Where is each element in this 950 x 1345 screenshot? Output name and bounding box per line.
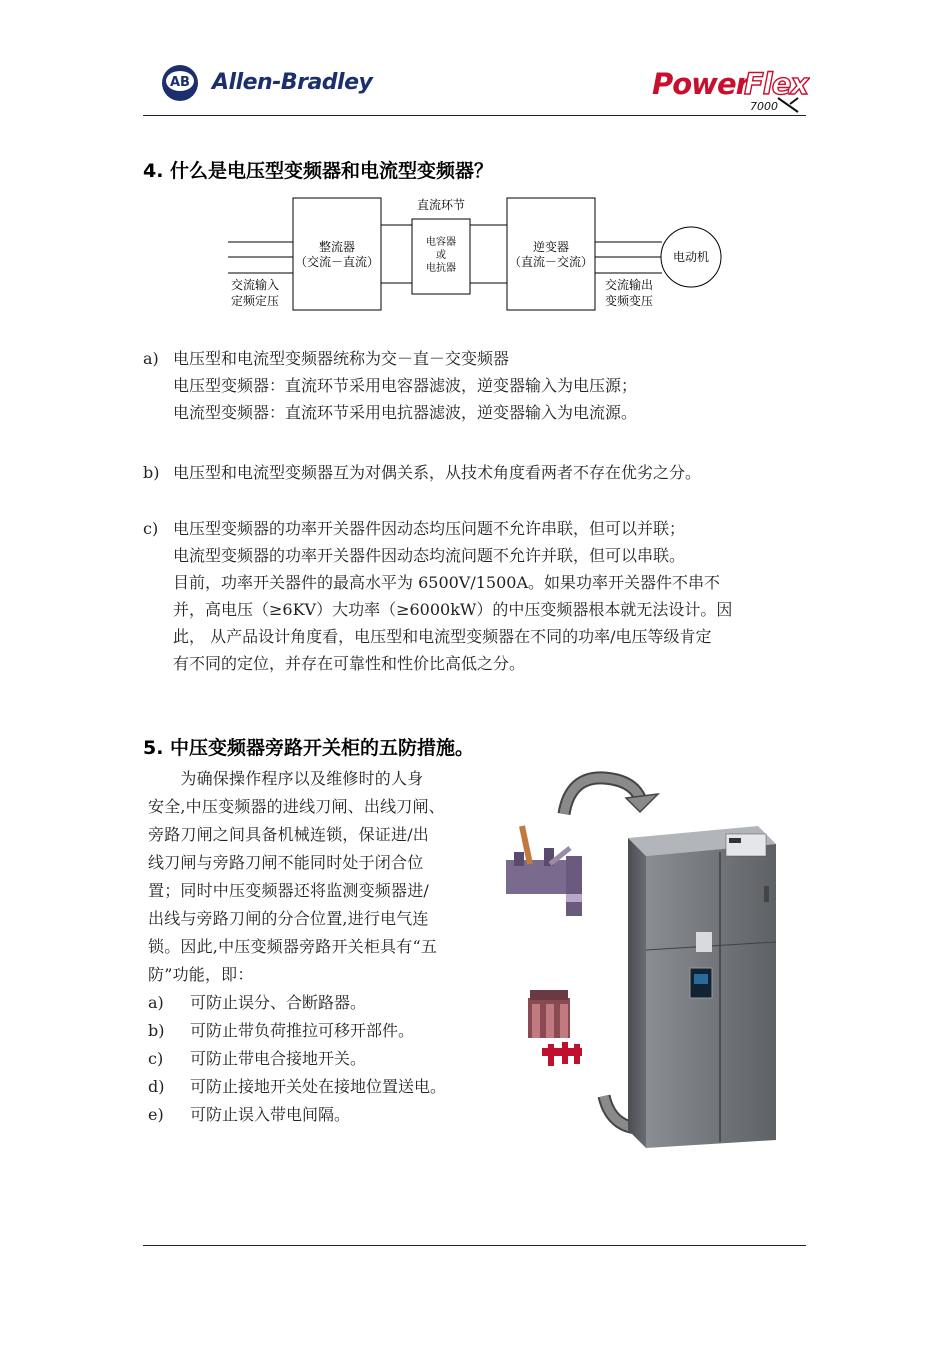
inverter-label-1: 逆变器 bbox=[532, 240, 570, 254]
list-item: c) 可防止带电合接地开关。 bbox=[148, 1049, 367, 1068]
item-a-line-3: 电流型变频器：直流环节采用电抗器滤波，逆变器输入为电流源。 bbox=[173, 403, 638, 422]
sec5-para-line-6: 出线与旁路刀闸的分合位置,进行电气连 bbox=[148, 909, 429, 928]
sec5-para-line-5: 置；同时中压变频器还将监测变频器进/ bbox=[148, 881, 429, 900]
inverter-label-2: （直流－交流） bbox=[508, 255, 594, 269]
item-b-block bbox=[143, 459, 701, 486]
footer-rule bbox=[143, 1245, 806, 1246]
sec5-para-line-4: 线刀闸与旁路刀闸不能同时处于闭合位 bbox=[148, 853, 424, 872]
sec5-para-line-8: 防”功能，即： bbox=[148, 965, 254, 984]
sec5-para-line-2: 安全,中压变频器的进线刀闸、出线刀闸、 bbox=[148, 797, 445, 816]
ab-mark-text: AB bbox=[170, 75, 190, 90]
capacitor-label-2: 或 bbox=[436, 250, 446, 261]
item-c-line-5: 此， 从产品设计角度看，电压型和电流型变频器在不同的功率/电压等级肯定 bbox=[173, 627, 712, 646]
ac-output-label-2: 变频变压 bbox=[605, 294, 654, 308]
item-c-label: c) bbox=[143, 519, 159, 538]
dc-link-label: 直流环节 bbox=[416, 198, 466, 212]
item-c-block bbox=[143, 515, 732, 677]
item-a-block bbox=[143, 345, 637, 426]
item-c-line-1: 电压型变频器的功率开关器件因动态均压问题不允许串联，但可以并联； bbox=[173, 519, 686, 538]
ac-output-label-1: 交流输出 bbox=[605, 278, 654, 292]
list-item: d) 可防止接地开关处在接地位置送电。 bbox=[148, 1077, 447, 1096]
section5-body bbox=[148, 765, 498, 1129]
brand-name: Allen-Bradley bbox=[212, 70, 373, 95]
section5-title: 5. 中压变频器旁路开关柜的五防措施。 bbox=[143, 737, 475, 759]
item-a-label: a) bbox=[143, 349, 159, 368]
capacitor-label-3: 电抗器 bbox=[426, 263, 456, 274]
item-c-line-6: 有不同的定位，并存在可靠性和性价比高低之分。 bbox=[173, 654, 526, 673]
svg-text:Power: Power bbox=[652, 67, 749, 101]
circuit-breaker-icon bbox=[528, 990, 582, 1066]
item-c-line-3: 目前，功率开关器件的最高水平为 6500V/1500A。如果功率开关器件不串不 bbox=[173, 573, 721, 592]
disconnect-switch-icon bbox=[506, 826, 582, 916]
list-item: b) 可防止带负荷推拉可移开部件。 bbox=[148, 1021, 415, 1040]
ac-input-label-2: 定频定压 bbox=[231, 294, 280, 308]
ac-input-label-1: 交流输入 bbox=[231, 278, 280, 292]
sec5-para-line-7: 锁。因此,中压变频器旁路开关柜具有“五 bbox=[148, 937, 438, 956]
section4-title: 4. 什么是电压型变频器和电流型变频器？ bbox=[143, 160, 494, 182]
list-item: e) 可防止误入带电间隔。 bbox=[148, 1105, 351, 1124]
list-item: a) 可防止误分、合断路器。 bbox=[148, 993, 367, 1012]
item-c-line-2: 电流型变频器的功率开关器件因动态均流问题不允许并联，但可以串联。 bbox=[173, 546, 686, 565]
bypass-cabinet-illustration bbox=[500, 768, 800, 1148]
svg-text:Flex: Flex bbox=[744, 67, 809, 101]
powerflex-logo bbox=[650, 62, 810, 114]
vfd-block-diagram bbox=[225, 195, 735, 315]
sec5-para-line-1: 为确保操作程序以及维修时的人身 bbox=[148, 769, 424, 788]
item-b-label: b) bbox=[143, 463, 160, 482]
vfd-cabinet-icon bbox=[628, 826, 776, 1148]
svg-text:7000: 7000 bbox=[750, 100, 778, 113]
rectifier-label-1: 整流器 bbox=[318, 240, 356, 254]
item-c-line-4: 并，高电压（≥6KV）大功率（≥6000kW）的中压变频器根本就无法设计。因 bbox=[173, 600, 733, 619]
motor-label: 电动机 bbox=[672, 250, 710, 264]
rectifier-label-2: （交流－直流） bbox=[294, 255, 380, 269]
item-a-line-2: 电压型变频器：直流环节采用电容器滤波，逆变器输入为电压源； bbox=[173, 376, 638, 395]
allen-bradley-ab-logo bbox=[160, 64, 200, 104]
header-rule bbox=[143, 115, 806, 116]
sec5-para-line-3: 旁路刀闸之间具备机械连锁，保证进/出 bbox=[148, 825, 429, 844]
cycle-arrow-top-icon bbox=[564, 778, 658, 814]
item-a-line-1: 电压型和电流型变频器统称为交－直－交变频器 bbox=[173, 349, 510, 368]
capacitor-label-1: 电容器 bbox=[426, 237, 456, 248]
item-b-line-1: 电压型和电流型变频器互为对偶关系，从技术角度看两者不存在优劣之分。 bbox=[173, 463, 702, 482]
